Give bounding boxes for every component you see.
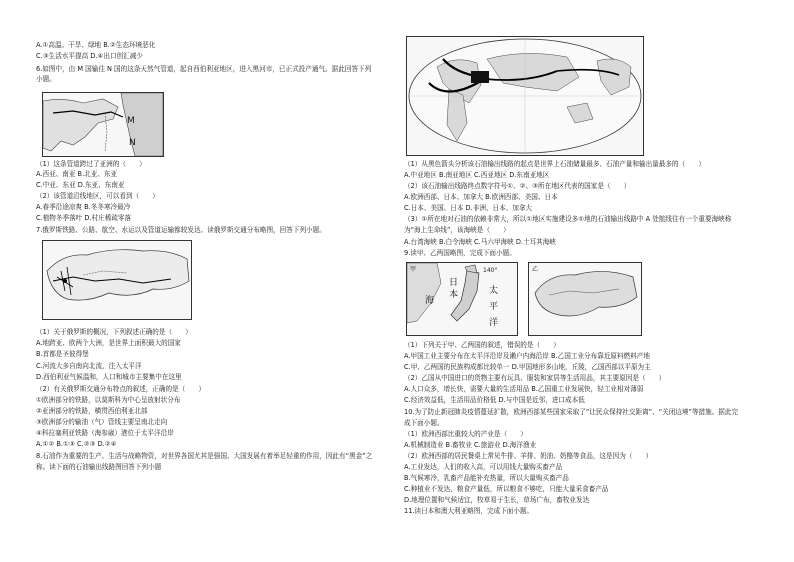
q8-3-question-cont: 为“海上生命线”，该海峡是（ ） <box>404 226 510 234</box>
q10-intro-cont: 成下面小题。 <box>404 419 444 427</box>
q6-2-options-cd: C.植物冬季落叶 D.村庄稀疏零落 <box>36 214 132 222</box>
q7-2-item-2: ②亚洲部分的铁路，横贯西伯利亚北部 <box>36 407 148 415</box>
q8-1-question: （1）从黑色箭头分析该石油输出线路的起点是世界上石油储量最多、石油产量和输出量最多的（ ） <box>404 160 705 168</box>
pacific-label-2: 平 <box>489 302 499 312</box>
q9-intro: 9.读甲、乙两国略图，完成下面小题。 <box>404 249 516 257</box>
map-yi-svg <box>529 263 641 335</box>
q8-2-options-cd: C.日本、美国、日本 D.非洲、日本、加拿大 <box>404 204 533 212</box>
q7-2-item-1: ①欧洲部分的铁路，以莫斯科为中心呈放射状分布 <box>36 396 181 404</box>
q7-2-options: A.①② B.①③ C.②③ D.②④ <box>36 440 117 448</box>
map-jia <box>406 262 518 336</box>
q9-2-options-ab: A.人口众多，增长快，需要大量的生活用品 B.乙国重工业发展快，轻工业相对薄弱 <box>404 385 644 393</box>
map-yi-label: 乙 <box>532 266 539 273</box>
q10-2-option-a: A.工业发达，人们的收入高，可以用钱大量购买畜产品 <box>404 463 563 471</box>
map-jia-label: 甲 <box>410 266 417 273</box>
q8-intro-cont: 称。读下面的石油输出线路图回答下列小题 <box>36 463 162 471</box>
map-label-n: N <box>129 138 136 148</box>
sea-label: 海 <box>425 296 435 306</box>
q8-2-question: （2）该石油输出线路终点数字符号①、②、③所在地区代表的国家是（ ） <box>404 182 631 190</box>
q6-1-options-cd: C.中亚、东亚 D.东亚、东南亚 <box>36 181 125 189</box>
q10-2-option-b: B.气候寒冷，乳畜产品能补充热量，所以大量购买畜产品 <box>404 474 569 482</box>
longitude-label: 140° <box>483 267 498 274</box>
q5-options-cd: C.③生活水平提高 D.④出口创汇减少 <box>36 52 143 60</box>
q8-2-options-ab: A.欧洲西部、日本、加拿大 B.欧洲西部、美国、日本 <box>404 193 558 201</box>
q9-2-question: （2）乙国从中国进口的货物主要有玩具、服装和家居等生活用品，其主要原因是（ ） <box>404 374 666 382</box>
q7-2-question: （2）有关俄罗斯交通分布特点的叙述，正确的是（ ） <box>36 385 206 393</box>
q7-2-item-4: ④科拉塞利亚铁路（海参崴）港位于太平洋沿岸 <box>36 429 174 437</box>
left-column <box>36 0 396 562</box>
q6-intro: 6.如图中，由 M 国输往 N 国的这条天然气管道，起自西伯利亚地区，进入黑河市，已正式投产通气。据此回答下列 <box>36 65 372 73</box>
q10-intro: 10.为了防止新冠肺炎疫情蔓延扩散，欧洲西部某些国家采取了“让民众保持社交距离”、“关闭边境”等措施。据此完 <box>404 408 739 416</box>
pipeline-map-svg <box>43 93 163 156</box>
q7-1-option-a: A.地跨亚、欧两个大洲，是世界上面积最大的国家 <box>36 339 181 347</box>
q7-1-option-d: D.西伯利亚气候温和，人口和城市主要集中在这里 <box>36 373 182 381</box>
q7-2-item-3: ③欧洲部分的输油（气）管线主要呈南北走向 <box>36 418 168 426</box>
pacific-label-3: 洋 <box>489 318 499 328</box>
oil-route-world-map <box>406 36 644 156</box>
map-label-m: M <box>127 116 135 126</box>
q6-2-question: （2）该管道沿线地区，可以看到（ ） <box>36 192 159 200</box>
russia-transport-map <box>42 240 192 320</box>
q6-intro-cont: 小题。 <box>36 75 56 83</box>
oil-map-svg <box>407 37 643 155</box>
q6-1-question: （1）这条管道跨过了亚洲的（ ） <box>36 160 146 168</box>
q11-intro: 11.读日本和澳大利亚略图，完成下面小题。 <box>404 507 534 515</box>
japan-label-ben: 本 <box>449 290 459 300</box>
q9-1-options-cd: C.甲、乙两国的民族构成都比较单一 D.甲国地形多山地，丘陵，乙国西部以平原为主 <box>404 363 651 371</box>
q7-intro: 7.俄罗斯铁路、公路、航空、水运以及管道运输都较发达。读俄罗斯交通分布略图，回答下列小题。 <box>36 226 326 234</box>
q8-1-options: A.中亚地区 B.南亚地区 C.西亚地区 D.东南亚地区 <box>404 171 550 179</box>
pacific-label-1: 太 <box>489 286 499 296</box>
q10-2-option-d: D.地理位置和气候适宜，牧草易于生长，草场广布，畜牧业发达 <box>404 496 590 504</box>
russia-map-svg <box>43 241 191 319</box>
q10-1-question: （1）欧洲西部比重较大的产业是（ ） <box>404 430 527 438</box>
q10-2-question: （2）欧洲西部的居民餐桌上常见牛排、羊排、奶油、奶酪等食品，这是因为（ ） <box>404 452 653 460</box>
q9-2-options-cd: C.经济效益低，生活用品价格低 D.与中国是近邻，进口成本低 <box>404 396 585 404</box>
q6-1-options-ab: A.西亚、南亚 B.北亚、东亚 <box>36 170 118 178</box>
q8-intro: 8.石油作为重要的生产、生活与战略物资，对世界各国尤其是强国、大国发展有着举足轻重的作用，因此有“黑金”之 <box>36 452 373 460</box>
q10-1-options: A.机械制造业 B.畜牧业 C.旅游业 D.海洋渔业 <box>404 441 537 449</box>
q9-1-question: （1）下列关于甲、乙两国的叙述，错误的是（ ） <box>404 341 560 349</box>
q10-2-option-c: C.种植业不发达，粮食产量低，所以粮食不够吃，只能大量采食畜产品 <box>404 485 609 493</box>
map-jia-svg <box>407 263 517 335</box>
map-yi <box>528 262 642 336</box>
japan-label-ri: 日 <box>449 278 459 288</box>
q7-1-question: （1）关于俄罗斯的概况，下列叙述正确的是（ ） <box>36 328 192 336</box>
q6-2-options-ab: A.春季沿途凉爽 B.冬冬寒冷最冷 <box>36 203 131 211</box>
q8-3-question: （3）①所在地对石油的依赖非常大，所以①地区实施建设多①地的石油输出线路中 A 处航线往有一个重要海峡称 <box>404 215 732 223</box>
pipeline-map <box>42 92 164 157</box>
q9-1-options-ab: A.甲国工业主要分布在太平洋沿岸及濑户内海沿岸 B.乙国工业分布靠近原料燃料产地 <box>404 352 650 360</box>
q5-options-ab: A.①高温、干旱、绿地 B.②生态环境恶化 <box>36 41 156 49</box>
q8-3-options: A.台湾海峡 B.白令海峡 C.马六甲海峡 D.土耳其海峡 <box>404 238 556 246</box>
right-column <box>404 0 764 562</box>
q7-1-option-b: B.首都是圣彼得堡 <box>36 350 89 358</box>
q7-1-option-c: C.河流大多自南向北流，注入太平洋 <box>36 362 142 370</box>
